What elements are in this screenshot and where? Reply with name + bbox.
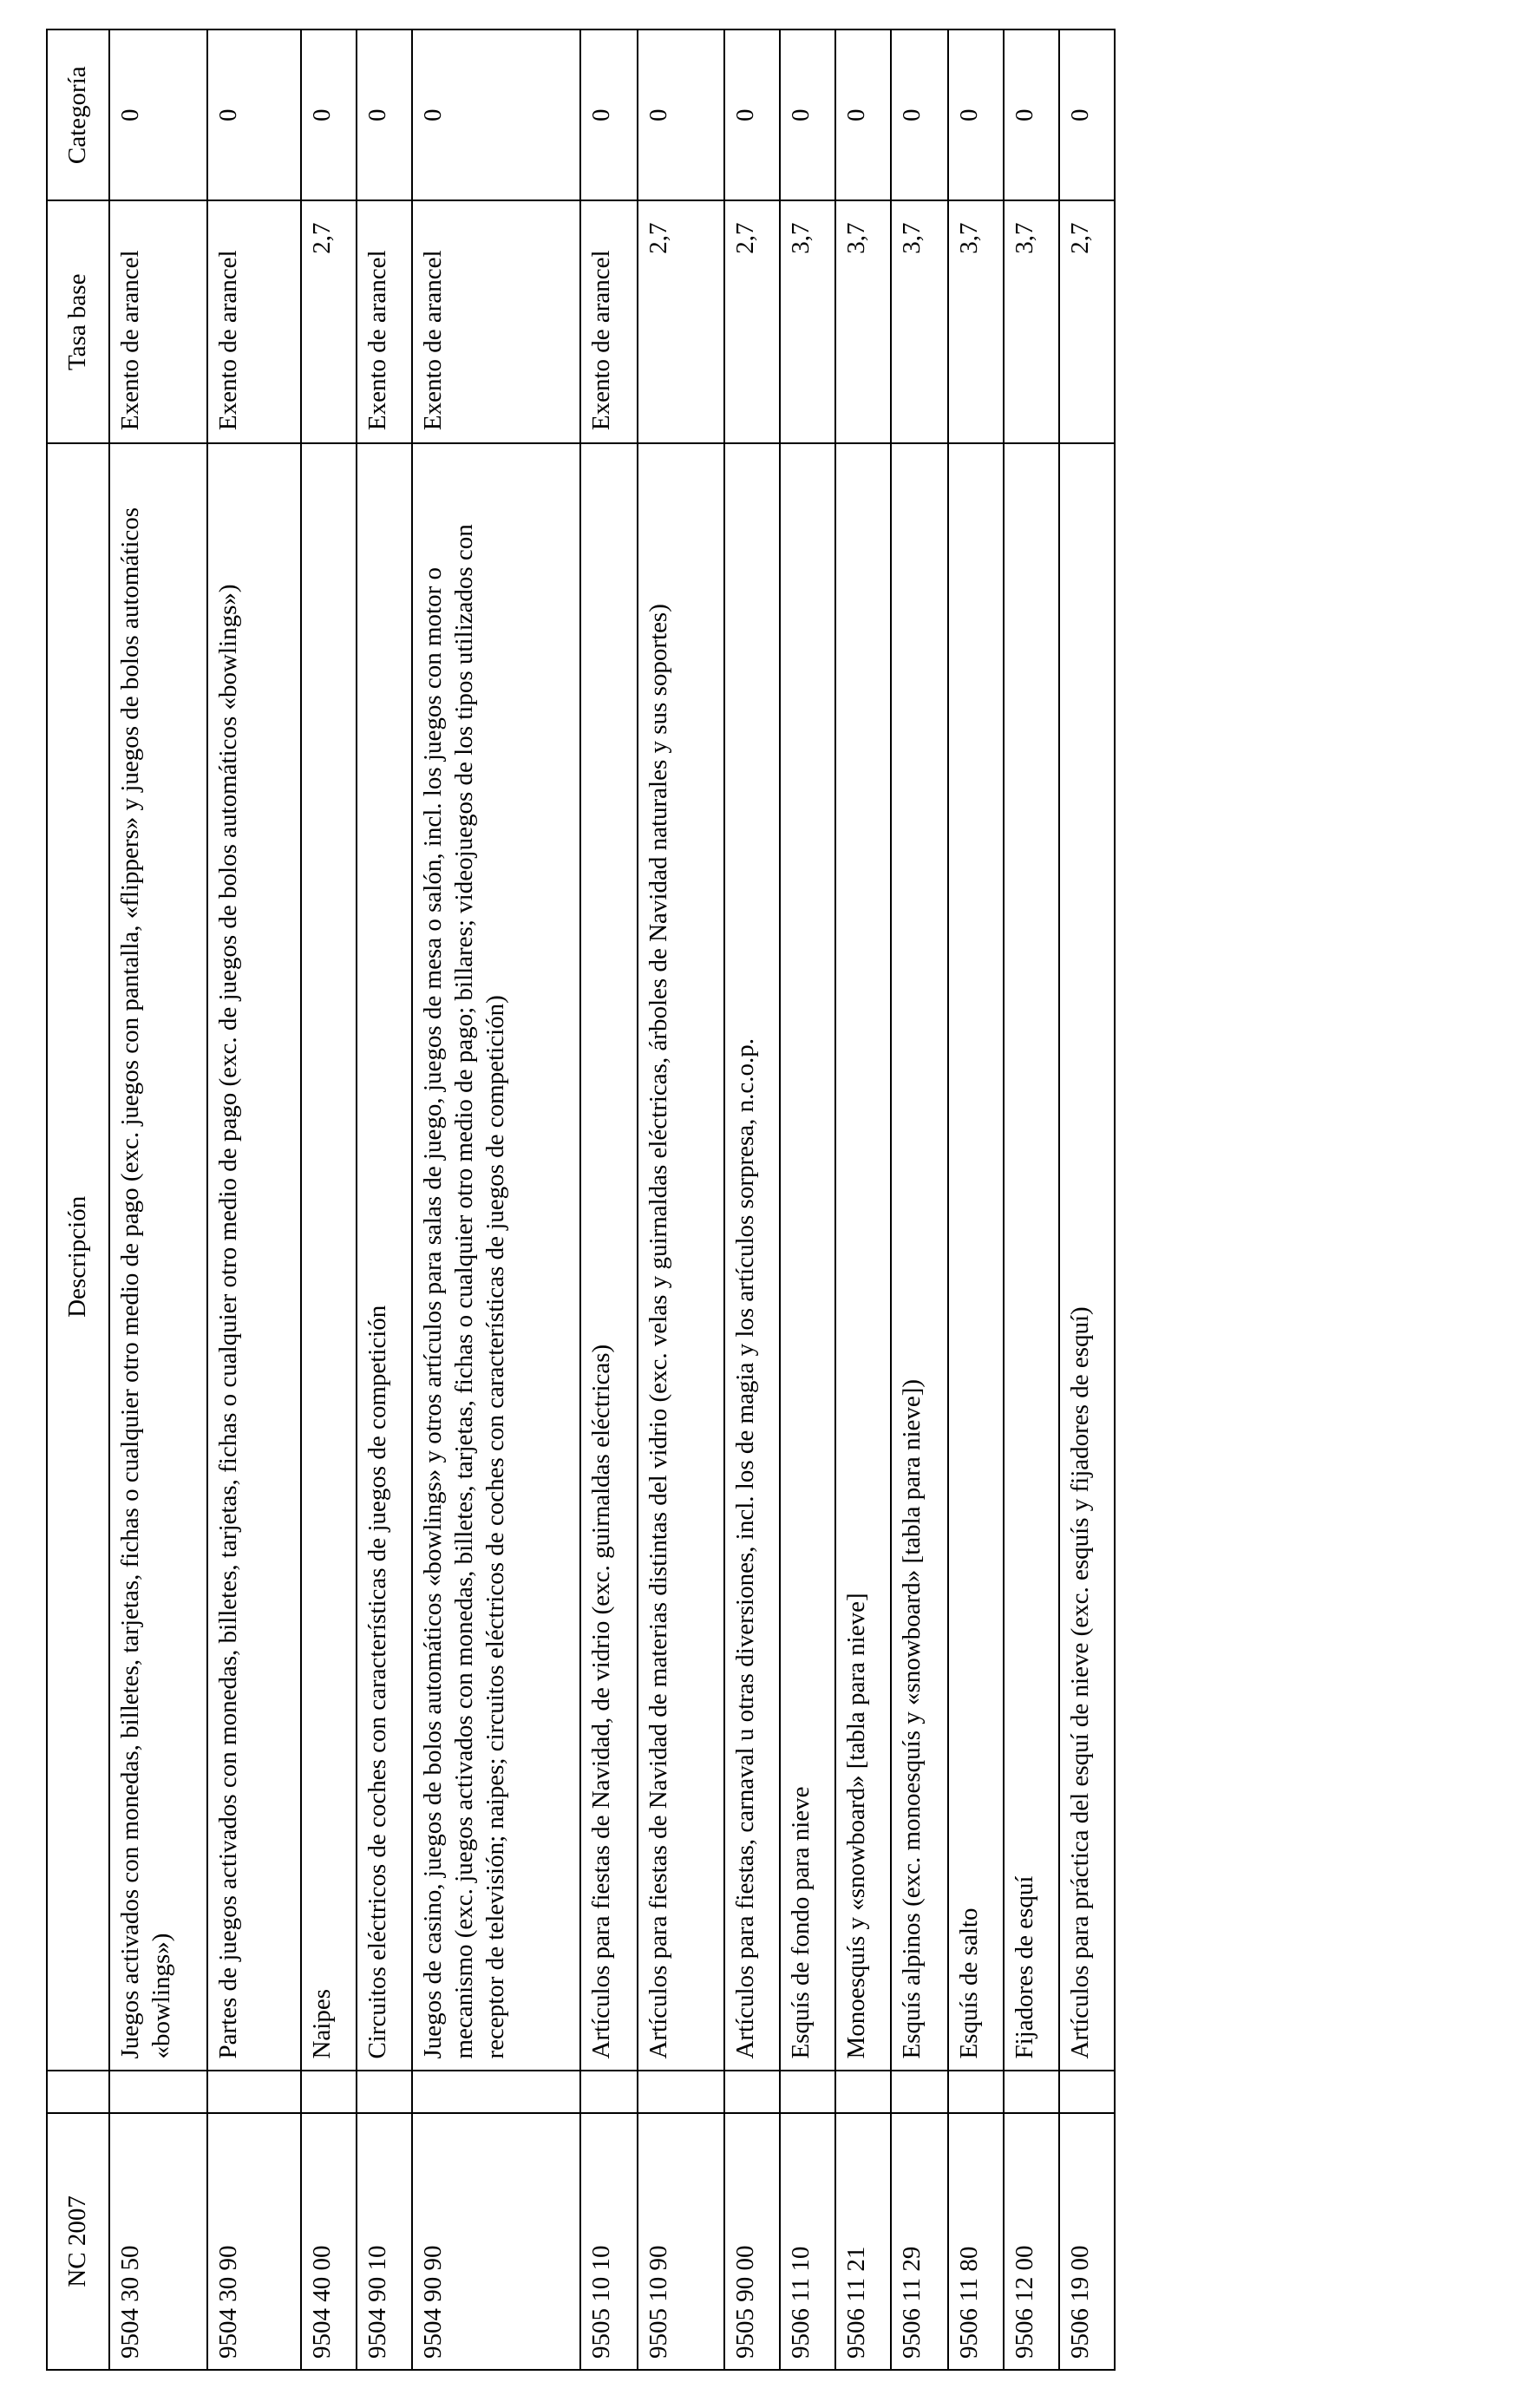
table-row bbox=[357, 29, 412, 2370]
row-spacer bbox=[835, 2071, 891, 2113]
row-category: 0 bbox=[580, 29, 638, 200]
row-rate: 3,7 bbox=[1004, 200, 1059, 443]
row-rate: 2,7 bbox=[638, 200, 724, 443]
row-rate: 2,7 bbox=[1059, 200, 1115, 443]
row-rate: Exento de arancel bbox=[109, 200, 207, 443]
row-rate: 2,7 bbox=[724, 200, 780, 443]
row-spacer bbox=[724, 2071, 780, 2113]
header-category: Categoría bbox=[47, 29, 109, 200]
row-spacer bbox=[207, 2071, 301, 2113]
row-description: Monoesquís y «snowboard» [tabla para nieve] bbox=[835, 443, 891, 2070]
row-description: Artículos para fiestas de Navidad de materias distintas del vidrio (exc. velas y guirnaldas eléctricas, árboles de Navidad naturales y sus soportes) bbox=[638, 443, 724, 2070]
row-category: 0 bbox=[780, 29, 835, 200]
row-code: 9506 12 00 bbox=[1004, 2113, 1059, 2370]
row-spacer bbox=[109, 2071, 207, 2113]
row-code: 9504 40 00 bbox=[301, 2113, 357, 2370]
table-row bbox=[109, 29, 207, 2370]
row-category: 0 bbox=[948, 29, 1004, 200]
row-category: 0 bbox=[638, 29, 724, 200]
row-description: Circuitos eléctricos de coches con características de juegos de competición bbox=[357, 443, 412, 2070]
row-category: 0 bbox=[207, 29, 301, 200]
row-category: 0 bbox=[1004, 29, 1059, 200]
table-row bbox=[724, 29, 780, 2370]
row-category: 0 bbox=[891, 29, 948, 200]
row-category: 0 bbox=[1059, 29, 1115, 200]
row-category: 0 bbox=[412, 29, 580, 200]
row-code: 9505 10 90 bbox=[638, 2113, 724, 2370]
row-description: Artículos para práctica del esquí de nieve (exc. esquís y fijadores de esquí) bbox=[1059, 443, 1115, 2070]
row-code: 9506 11 80 bbox=[948, 2113, 1004, 2370]
row-rate: 3,7 bbox=[948, 200, 1004, 443]
row-code: 9505 90 00 bbox=[724, 2113, 780, 2370]
table-row bbox=[1004, 29, 1059, 2370]
row-rate: 3,7 bbox=[891, 200, 948, 443]
header-code: NC 2007 bbox=[47, 2113, 109, 2370]
row-spacer bbox=[1059, 2071, 1115, 2113]
row-rate: 3,7 bbox=[835, 200, 891, 443]
row-spacer bbox=[580, 2071, 638, 2113]
row-rate: Exento de arancel bbox=[357, 200, 412, 443]
row-rate: 2,7 bbox=[301, 200, 357, 443]
row-rate: Exento de arancel bbox=[412, 200, 580, 443]
row-code: 9504 30 50 bbox=[109, 2113, 207, 2370]
row-spacer bbox=[780, 2071, 835, 2113]
row-spacer bbox=[301, 2071, 357, 2113]
row-description: Artículos para fiestas de Navidad, de vidrio (exc. guirnaldas eléctricas) bbox=[580, 443, 638, 2070]
row-code: 9506 11 21 bbox=[835, 2113, 891, 2370]
header-spacer bbox=[47, 2071, 109, 2113]
row-description: Artículos para fiestas, carnaval u otras diversiones, incl. los de magia y los artículos sorpresa, n.c.o.p. bbox=[724, 443, 780, 2070]
row-code: 9506 11 29 bbox=[891, 2113, 948, 2370]
row-description: Esquís de salto bbox=[948, 443, 1004, 2070]
header-row bbox=[47, 29, 109, 2370]
row-code: 9506 11 10 bbox=[780, 2113, 835, 2370]
row-category: 0 bbox=[835, 29, 891, 200]
row-spacer bbox=[1004, 2071, 1059, 2113]
header-description: Descripción bbox=[47, 443, 109, 2070]
row-code: 9505 10 10 bbox=[580, 2113, 638, 2370]
rotated-page bbox=[46, 29, 1154, 2371]
row-category: 0 bbox=[357, 29, 412, 200]
table-row bbox=[207, 29, 301, 2370]
table-row bbox=[301, 29, 357, 2370]
row-category: 0 bbox=[109, 29, 207, 200]
row-description: Naipes bbox=[301, 443, 357, 2070]
table-row bbox=[638, 29, 724, 2370]
row-spacer bbox=[638, 2071, 724, 2113]
row-code: 9504 30 90 bbox=[207, 2113, 301, 2370]
row-description: Esquís alpinos (exc. monoesquís y «snowboard» [tabla para nieve]) bbox=[891, 443, 948, 2070]
row-category: 0 bbox=[301, 29, 357, 200]
table-row bbox=[412, 29, 580, 2370]
row-code: 9504 90 10 bbox=[357, 2113, 412, 2370]
row-code: 9504 90 90 bbox=[412, 2113, 580, 2370]
row-category: 0 bbox=[724, 29, 780, 200]
row-description: Juegos de casino, juegos de bolos automáticos «bowlings» y otros artículos para salas de juego, juegos de mesa o salón, incl. los juegos con motor o mecanismo (exc. juegos activados con monedas, billetes, tarjetas, fichas o cualquier otro medio de pago; billares; videojuegos de los tipos utilizados con receptor de televisión; naipes; circuitos eléctricos de coches con características de juegos de competición) bbox=[412, 443, 580, 2070]
table-row bbox=[780, 29, 835, 2370]
table-row bbox=[580, 29, 638, 2370]
table-row bbox=[948, 29, 1004, 2370]
row-description: Partes de juegos activados con monedas, billetes, tarjetas, fichas o cualquier otro medio de pago (exc. de juegos de bolos automáticos «bowlings») bbox=[207, 443, 301, 2070]
table-row bbox=[1059, 29, 1115, 2370]
row-spacer bbox=[357, 2071, 412, 2113]
row-code: 9506 19 00 bbox=[1059, 2113, 1115, 2370]
row-rate: Exento de arancel bbox=[580, 200, 638, 443]
row-description: Fijadores de esquí bbox=[1004, 443, 1059, 2070]
row-spacer bbox=[891, 2071, 948, 2113]
row-description: Esquís de fondo para nieve bbox=[780, 443, 835, 2070]
header-rate: Tasa base bbox=[47, 200, 109, 443]
tariff-table bbox=[46, 29, 1116, 2371]
table-row bbox=[891, 29, 948, 2370]
table-row bbox=[835, 29, 891, 2370]
row-rate: Exento de arancel bbox=[207, 200, 301, 443]
row-description: Juegos activados con monedas, billetes, tarjetas, fichas o cualquier otro medio de pago (exc. juegos con pantalla, «flippers» y juegos de bolos automáticos «bowlings») bbox=[109, 443, 207, 2070]
row-spacer bbox=[948, 2071, 1004, 2113]
row-rate: 3,7 bbox=[780, 200, 835, 443]
row-spacer bbox=[412, 2071, 580, 2113]
